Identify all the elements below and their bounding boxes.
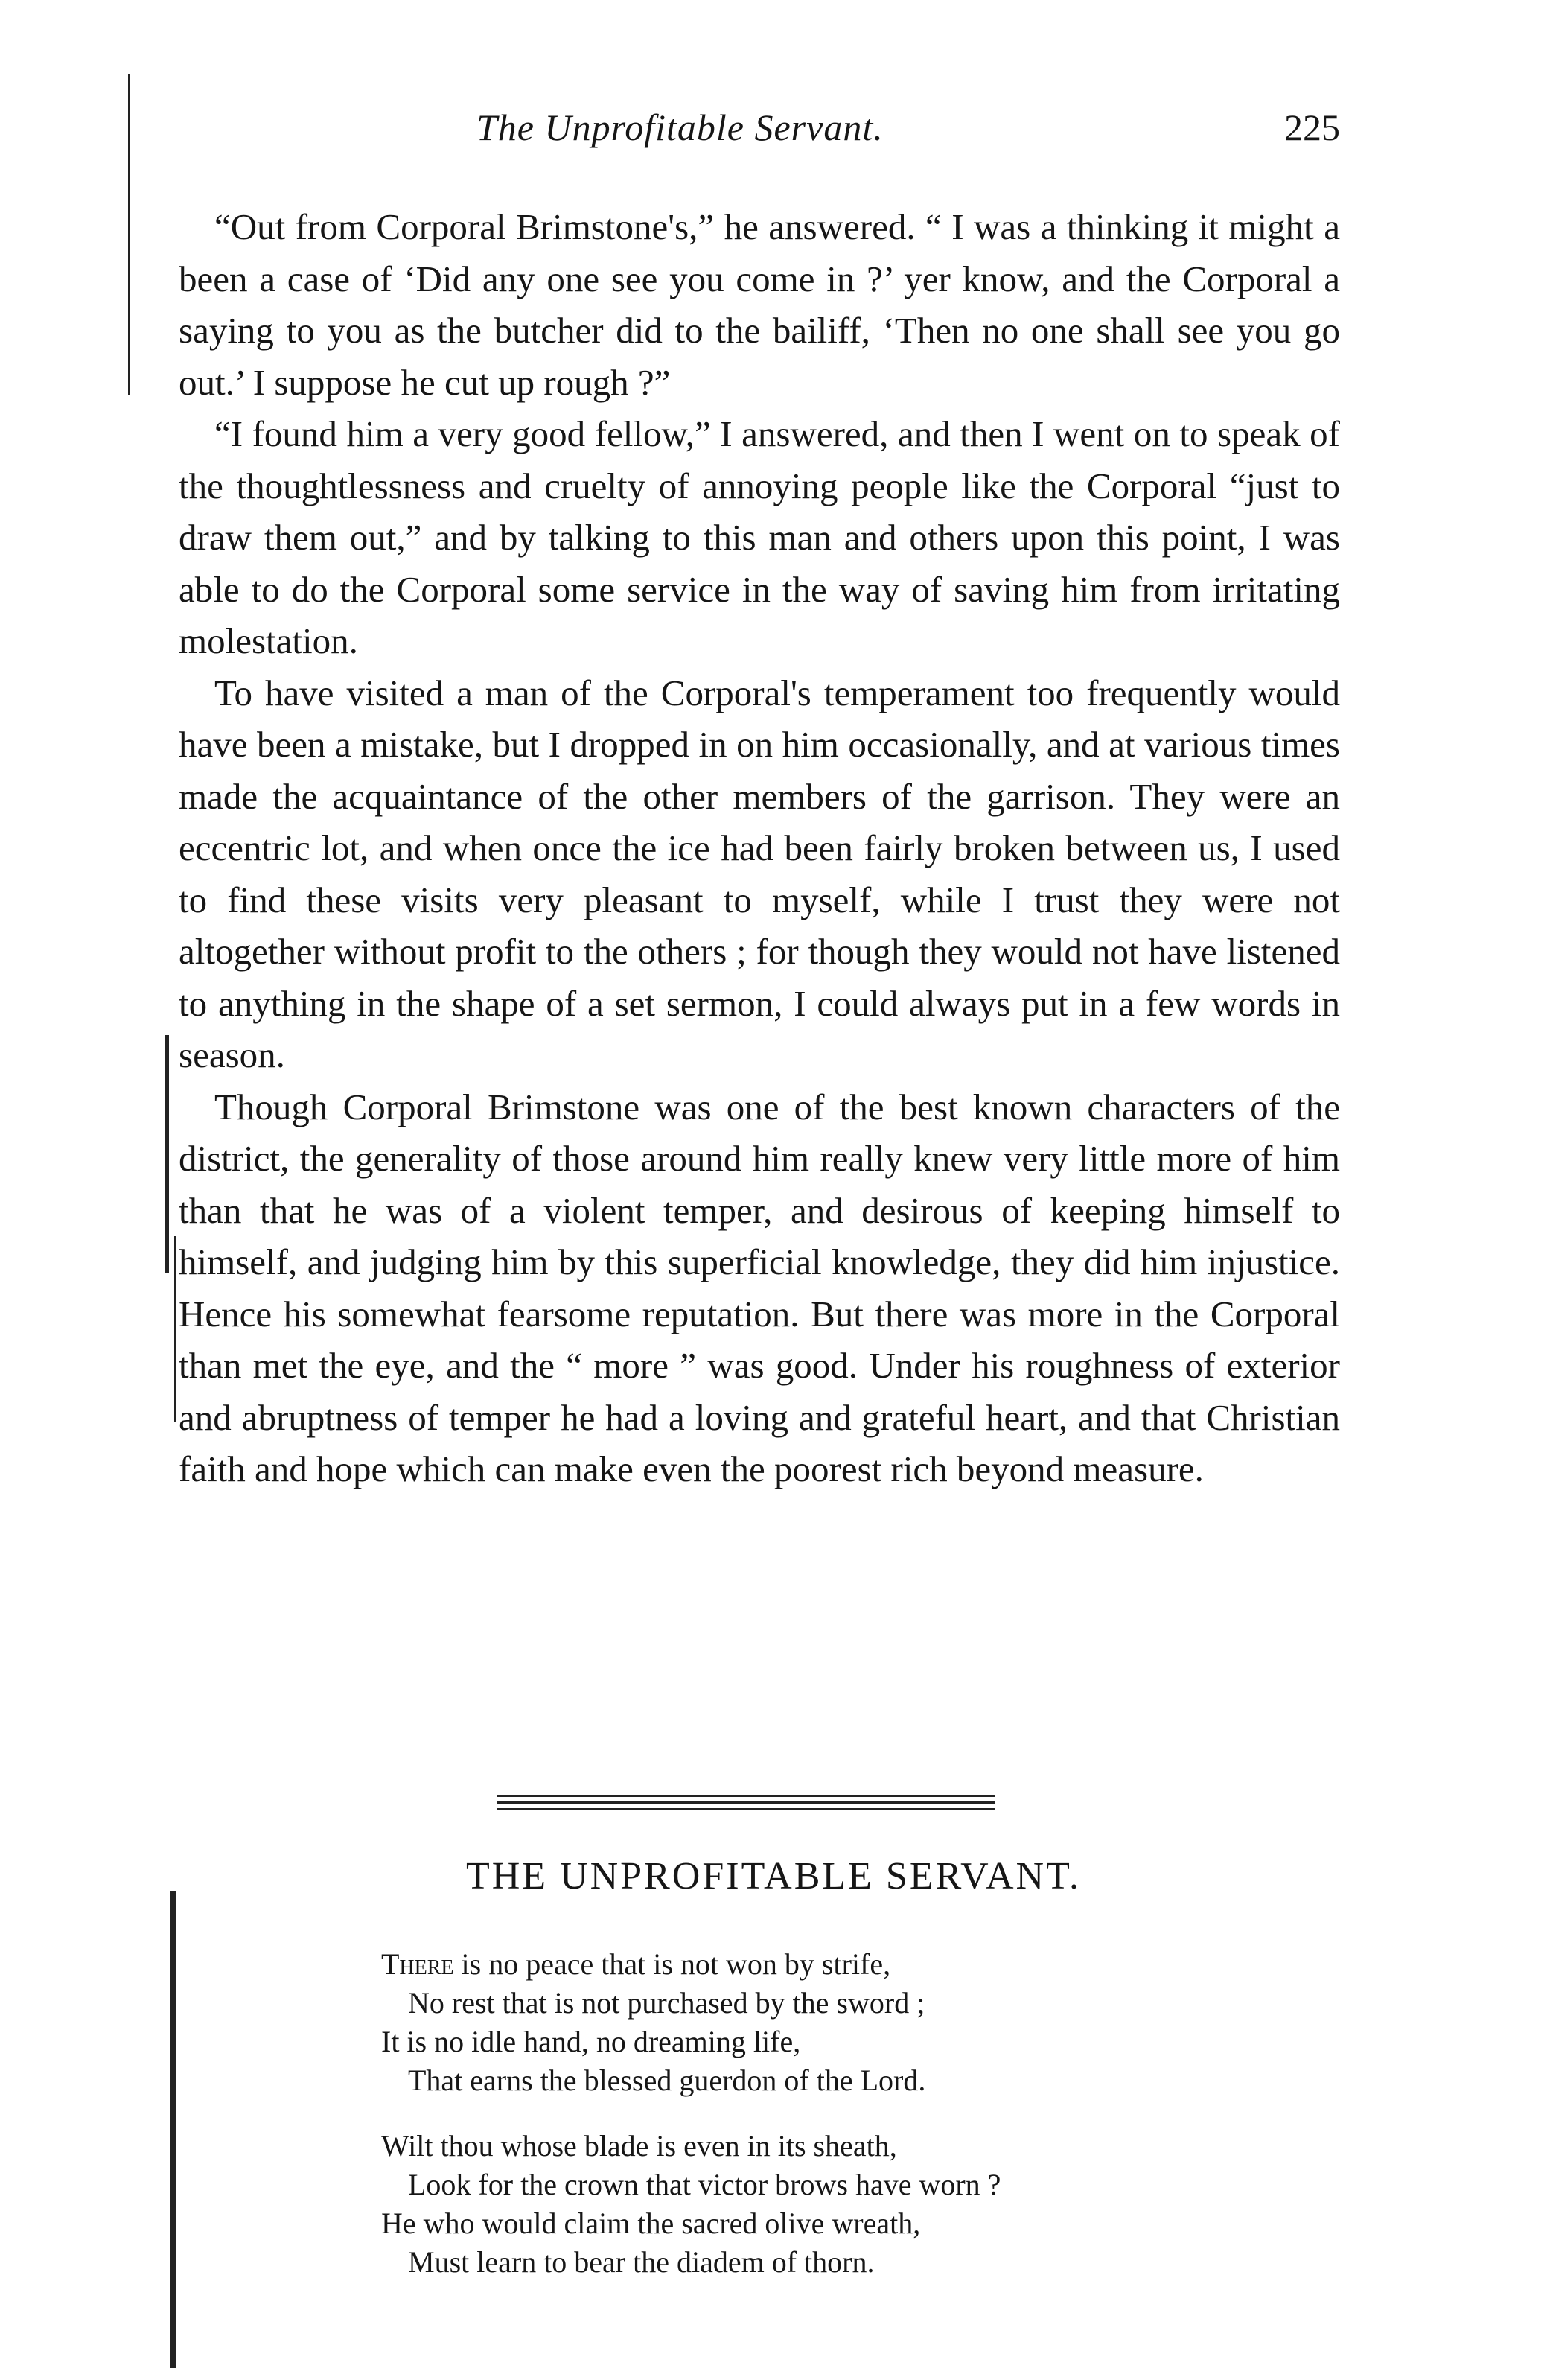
stanza: [381, 2127, 1215, 2282]
running-title: The Unprofitable Servant.: [476, 106, 884, 148]
body-text: [179, 201, 1340, 1495]
binding-edge-mark: [165, 1035, 169, 1273]
paragraph: “I found him a very good fellow,” I answered, and then I went on to speak of the thoughtlessness and cruelty of annoying people like the Corporal “just to draw them out,” and by talking to this man and others upon this point, I was able to do the Corporal some service in the way of saving him from irritating molestation.: [179, 413, 1340, 661]
poem-line: He who would claim the sacred olive wreath,: [381, 2206, 921, 2240]
page-header: [179, 106, 1340, 158]
poem-line-text: is no peace that is not won by strife,: [453, 1947, 891, 1981]
poem-line: Must learn to bear the diadem of thorn.: [408, 2245, 875, 2279]
binding-edge-mark: [170, 1891, 176, 2368]
poem-line: No rest that is not purchased by the sword ;: [408, 1986, 925, 2020]
poem-line: [381, 1945, 1215, 1984]
stanza: [381, 1945, 1215, 2100]
poem: [381, 1945, 1215, 2309]
binding-edge-mark: [128, 74, 130, 395]
poem-line: That earns the blessed guerdon of the Lord.: [408, 2064, 926, 2097]
poem-line: Wilt thou whose blade is even in its sheath,: [381, 2129, 897, 2163]
poem-title: THE UNPROFITABLE SERVANT.: [465, 1855, 1081, 1897]
binding-edge-mark: [174, 1236, 176, 1422]
drop-word: There: [381, 1947, 454, 1981]
page-number: 225: [1284, 106, 1340, 148]
paragraph: “Out from Corporal Brimstone's,” he answered. “ I was a thinking it might a been a case of ‘Did any one see you come in ?’ yer know, and the Corporal a saying to you as the butcher did to the bailiff, ‘Then no one shall see you go out.’ I suppose he cut up rough ?”: [179, 206, 1340, 403]
poem-line: Look for the crown that victor brows have worn ?: [408, 2168, 1001, 2201]
poem-line: It is no idle hand, no dreaming life,: [381, 2025, 801, 2058]
section-divider: [497, 1795, 995, 1810]
paragraph: To have visited a man of the Corporal's temperament too frequently would have been a mistake, but I dropped in on him occasionally, and at various times made the acquaintance of the other members of the garrison. They were an eccentric lot, and when once the ice had been fairly broken between us, I used to find these visits very pleasant to myself, while I trust they were not altogether without profit to the others ; for though they would not have listened to anything in the shape of a set sermon, I could always put in a few words in season.: [179, 672, 1340, 1075]
paragraph: Though Corporal Brimstone was one of the best known characters of the district, the generality of those around him really knew very little more of him than that he was of a violent temper, and desirous of keeping himself to himself, and judging him by this superficial knowledge, they did him injustice. Hence his somewhat fearsome reputation. But there was more in the Corporal than met the eye, and the “ more ” was good. Under his roughness of exterior and abruptness of temper he had a loving and grateful heart, and that Christian faith and hope which can make even the poorest rich beyond measure.: [179, 1086, 1340, 1489]
